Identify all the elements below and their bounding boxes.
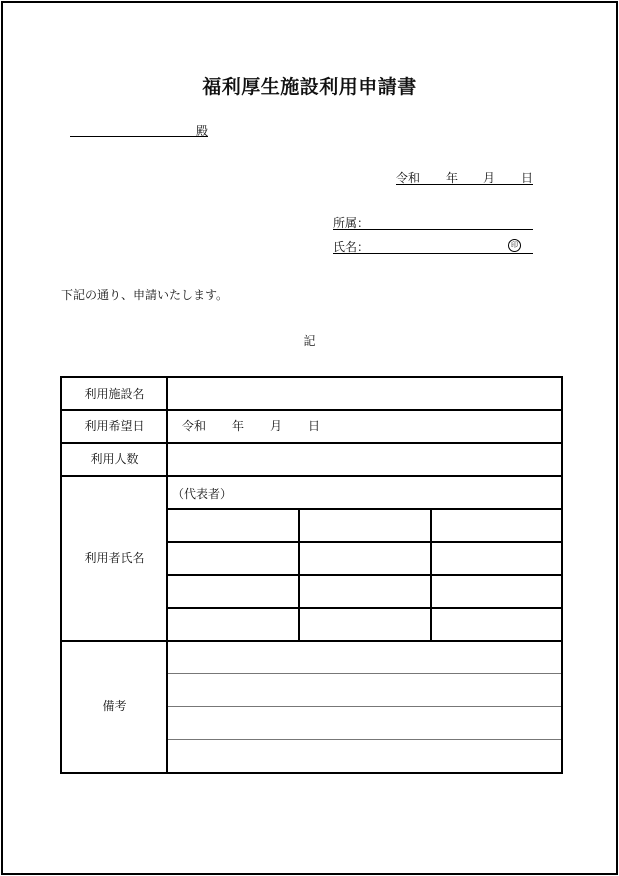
ki-heading: 記 [303, 334, 316, 348]
desired-date-day: 日 [308, 419, 321, 433]
date-month: 月 [483, 171, 496, 185]
desired-date-month: 月 [270, 419, 283, 433]
applicant-name-field[interactable] [333, 238, 533, 254]
seal-icon: 印 [508, 239, 521, 252]
column-divider [298, 509, 300, 641]
application-date-field[interactable] [396, 169, 533, 185]
affiliation-label: 所属： [333, 216, 370, 230]
date-year: 年 [446, 171, 459, 185]
intro-text: 下記の通り、申請いたします。 [61, 288, 229, 302]
applicant-name-label: 氏名： [333, 240, 370, 254]
facility-label: 利用施設名 [84, 387, 145, 401]
application-table [60, 376, 563, 774]
date-era: 令和 [396, 171, 421, 185]
row-divider [168, 508, 561, 510]
desired-date-label: 利用希望日 [84, 419, 145, 433]
row-divider [168, 607, 561, 609]
addressee-suffix: 殿 [196, 124, 209, 138]
addressee-field[interactable] [70, 136, 208, 137]
row-divider [168, 574, 561, 576]
user-names-label: 利用者氏名 [84, 551, 145, 565]
remarks-label: 備考 [102, 699, 127, 713]
desired-date-era: 令和 [182, 419, 207, 433]
remarks-input[interactable] [168, 642, 561, 772]
representative-label: （代表者） [172, 487, 233, 501]
representative-input[interactable] [242, 477, 561, 508]
date-day: 日 [521, 171, 534, 185]
user-count-input[interactable] [168, 444, 561, 475]
document-title: 福利厚生施設利用申請書 [202, 76, 417, 98]
affiliation-field[interactable] [333, 214, 533, 230]
row-divider [62, 409, 561, 411]
row-divider [168, 541, 561, 543]
facility-name-input[interactable] [168, 378, 561, 409]
column-divider [430, 509, 432, 641]
desired-date-year: 年 [232, 419, 245, 433]
user-count-label: 利用人数 [90, 452, 139, 466]
